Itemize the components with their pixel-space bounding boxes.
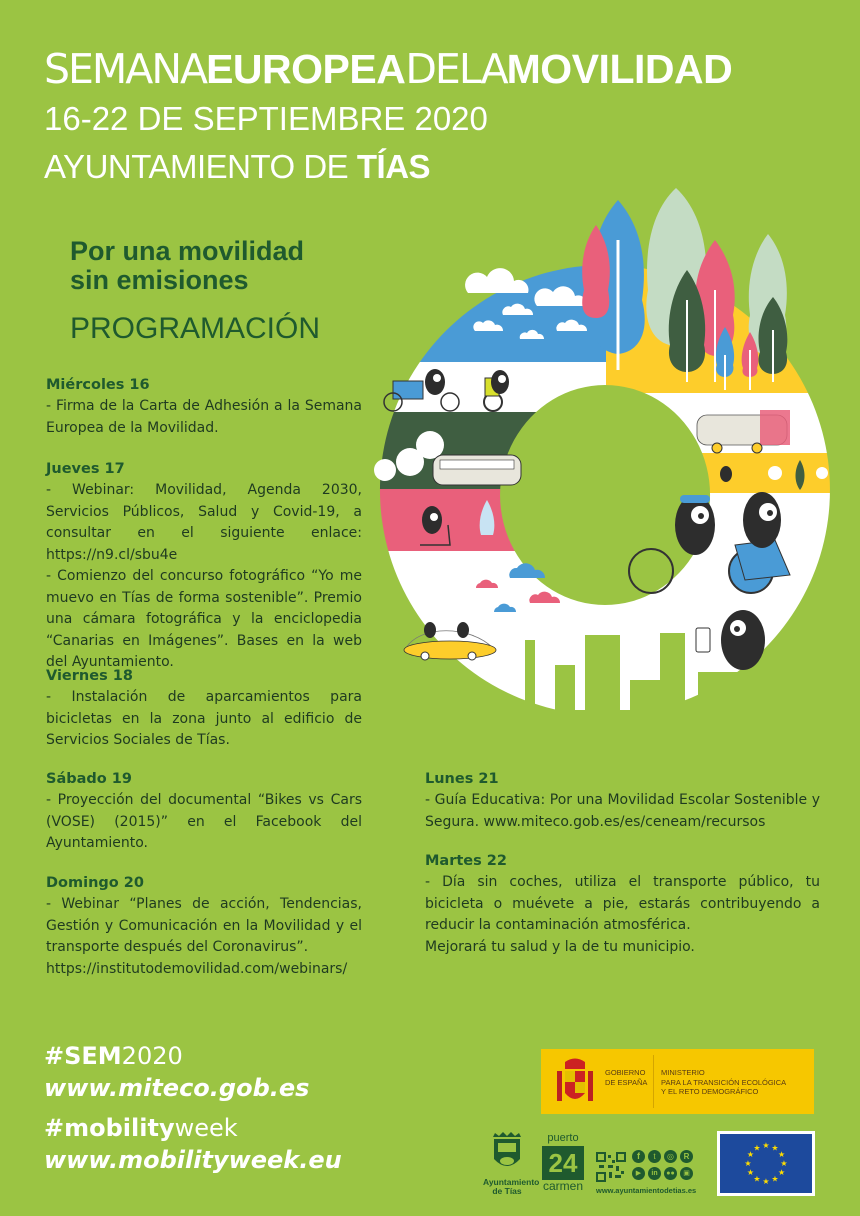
puerto-number: 24 <box>542 1146 584 1180</box>
hashtag-mobilityweek: #mobilityweek <box>44 1114 238 1142</box>
day-heading: Domingo 20 <box>46 875 144 891</box>
svg-text:★: ★ <box>762 1141 770 1150</box>
gobierno-text: GOBIERNO DE ESPAÑA <box>605 1068 648 1087</box>
svg-text:★: ★ <box>771 1143 779 1153</box>
svg-text:★: ★ <box>778 1150 786 1159</box>
instagram-icon[interactable]: ◎ <box>664 1150 677 1163</box>
ayuntamiento-website[interactable]: www.ayuntamientodetias.es <box>596 1186 697 1195</box>
youtube-icon[interactable]: ▶ <box>632 1167 645 1180</box>
program-day-lunes <box>425 769 820 833</box>
tagline-line1: Por una movilidad <box>70 236 305 266</box>
qr-code[interactable] <box>596 1152 626 1182</box>
program-item: - Firma de la Carta de Adhesión a la Semana Europea de la Movilidad. <box>46 398 362 436</box>
tagline-line2: sin emisiones <box>70 265 249 295</box>
program-item: - Día sin coches, utiliza el transporte público, tu bicicleta o muévete a pie, estarás contribuyendo a reducir la contaminación atmosférica. <box>425 874 820 933</box>
link-miteco[interactable]: www.miteco.gob.es <box>44 1074 310 1102</box>
day-heading: Miércoles 16 <box>46 377 150 393</box>
coat-of-arms-icon <box>555 1057 595 1107</box>
event-dates: 16-22 DE SEPTIEMBRE 2020 <box>44 100 488 137</box>
svg-text:★: ★ <box>778 1168 786 1177</box>
svg-text:★: ★ <box>780 1159 788 1168</box>
ministerio-text: MINISTERIO PARA LA TRANSICIÓN ECOLÓGICA Y EL RETO DEMOGRÁFICO <box>661 1068 787 1096</box>
program-day-domingo <box>46 873 362 980</box>
title-part-europea: EUROPEA <box>206 46 406 92</box>
program-item: - Proyección del documental “Bikes vs Cars (VOSE) (2015)” en el Facebook del Ayuntamiento. <box>46 792 362 851</box>
ayto-line1: Ayuntamiento <box>483 1177 540 1187</box>
social-icons <box>632 1150 712 1180</box>
link-mobilityweek[interactable]: www.mobilityweek.eu <box>44 1146 342 1174</box>
program-day-jueves <box>46 459 362 674</box>
program-day-sabado <box>46 769 362 855</box>
puerto-top-text: puerto <box>547 1132 579 1144</box>
ayto-line2: de Tías <box>492 1186 522 1196</box>
svg-text:★: ★ <box>746 1168 754 1177</box>
program-item: - Guía Educativa: Por una Movilidad Escolar Sostenible y Segura. www.miteco.gob.es/es/ceneam/recursos <box>425 792 820 830</box>
eu-stars-icon <box>720 1134 812 1193</box>
organizer-name: TÍAS <box>356 148 431 185</box>
event-title <box>44 46 732 92</box>
day-heading: Lunes 21 <box>425 771 499 787</box>
program-day-miercoles <box>46 375 362 439</box>
title-part-semana: SEMANA <box>44 45 207 93</box>
svg-text:★: ★ <box>746 1150 754 1159</box>
title-part-dela: DELA <box>405 45 507 93</box>
tagline <box>70 237 304 295</box>
program-item: Mejorará tu salud y la de tu municipio. <box>425 938 695 955</box>
day-heading: Viernes 18 <box>46 668 133 684</box>
program-item: - Webinar “Planes de acción, Tendencias, Gestión y Comunicación en la Movilidad y el transporte después del Coronavirus”. <box>46 896 362 955</box>
title-part-movilidad: MOVILIDAD <box>506 46 733 92</box>
eu-flag-logo <box>717 1131 815 1196</box>
program-day-viernes <box>46 666 362 752</box>
day-heading: Jueves 17 <box>46 461 125 477</box>
day-heading: Martes 22 <box>425 853 507 869</box>
qr-code-icon <box>596 1152 626 1182</box>
puerto-bottom-text: carmen <box>542 1179 583 1193</box>
eu-flag <box>720 1134 812 1193</box>
program-link[interactable]: https://institutodemovilidad.com/webinars/ <box>46 960 348 977</box>
mobility-ring-illustration <box>370 180 840 710</box>
svg-text:★: ★ <box>771 1174 779 1184</box>
radio-icon[interactable]: R <box>680 1150 693 1163</box>
day-heading: Sábado 19 <box>46 771 132 787</box>
svg-text:★: ★ <box>753 1174 761 1184</box>
program-day-martes <box>425 851 820 958</box>
svg-text:★: ★ <box>744 1159 752 1168</box>
gobierno-espana-logo <box>541 1049 814 1114</box>
hashtag-sem2020: #SEM2020 <box>44 1042 183 1070</box>
linkedin-icon[interactable]: in <box>648 1167 661 1180</box>
flickr-icon[interactable]: ●● <box>664 1167 677 1180</box>
section-title: PROGRAMACIÓN <box>70 312 321 345</box>
facebook-icon[interactable]: f <box>632 1150 645 1163</box>
program-item: - Comienzo del concurso fotográfico “Yo me muevo en Tías de forma sostenible”. Premio una cámara fotográfica y la enciclopedia “Canarias en Imágenes”. Bases en la web del Ayuntamiento. <box>46 568 362 670</box>
footer-hashtags <box>44 1040 342 1176</box>
ayuntamiento-tias-logo <box>483 1131 540 1196</box>
tias-crest-icon <box>489 1131 525 1173</box>
program-item: - Webinar: Movilidad, Agenda 2030, Servicios Públicos, Salud y Covid-19, a consultar en el siguiente enlace: https://n9.cl/sbu4e <box>46 482 362 563</box>
divider <box>653 1055 654 1108</box>
svg-text:★: ★ <box>753 1143 761 1153</box>
svg-text:★: ★ <box>762 1177 770 1186</box>
program-item: - Instalación de aparcamientos para bicicletas en la zona junto al edificio de Servicios Sociales de Tías. <box>46 689 362 748</box>
organizer-prefix: AYUNTAMIENTO DE <box>44 148 357 185</box>
twitter-icon[interactable]: t <box>648 1150 661 1163</box>
tv-icon[interactable]: ▣ <box>680 1167 693 1180</box>
puerto-del-carmen-logo <box>542 1133 584 1193</box>
